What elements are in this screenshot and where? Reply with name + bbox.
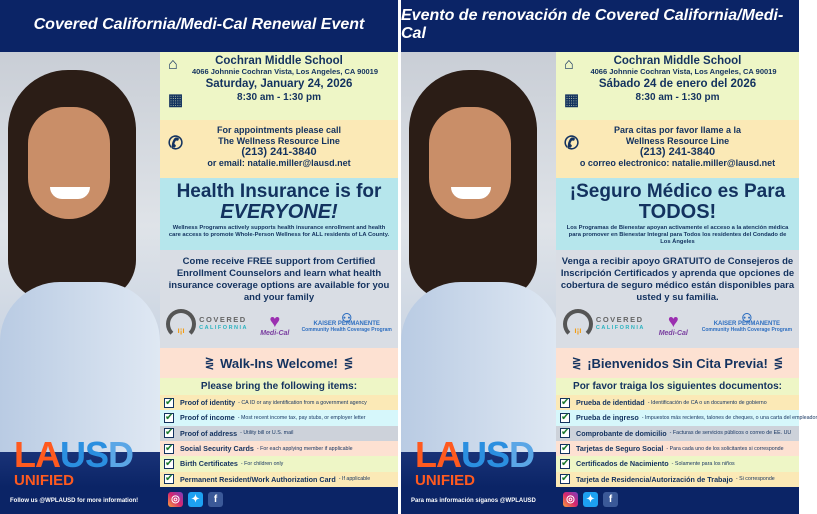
document-item: [160, 395, 398, 410]
checkbox-icon: ✔: [165, 427, 174, 439]
document-item: [160, 472, 398, 487]
social-links: [563, 492, 618, 507]
documents-list: [556, 395, 817, 487]
woman-photo: [0, 52, 160, 487]
document-item: [160, 441, 398, 456]
footer: [0, 487, 398, 514]
item-desc: - For each applying member if applicable: [256, 445, 353, 452]
appt-line: The Wellness Resource Line: [218, 136, 340, 146]
flyer-panel-es: [401, 0, 817, 514]
burst-icon: ⋚: [773, 357, 784, 370]
phone-icon: ✆: [168, 133, 184, 153]
headline: ¡Seguro Médico es Para: [569, 181, 786, 202]
twitter-icon[interactable]: ✦: [188, 492, 203, 507]
checkbox-icon: ✔: [165, 411, 174, 423]
facebook-icon[interactable]: f: [208, 492, 223, 507]
bring-heading: Please bring the following items:: [160, 378, 398, 395]
item-desc: - Facturas de servicios públicos o correo de EE. UU: [669, 430, 792, 437]
partner-logos: [160, 309, 398, 339]
woman-photo: [401, 52, 561, 487]
location-pin-icon: ⌂: [564, 56, 574, 73]
item-desc: - CA ID or any identification from a government agency: [238, 399, 367, 406]
lausd-logo: LAUSD UNIFIED: [415, 434, 535, 489]
document-item: [556, 472, 799, 487]
checkbox-icon: ✔: [165, 442, 174, 454]
item-name: Tarjeta de Residencia/Autorización de Trabajo: [576, 474, 733, 484]
item-desc: - Identificación de CA o un documento de gobierno: [647, 399, 767, 406]
event-date: Sábado 24 de enero del 2026: [598, 78, 757, 90]
document-item: [160, 456, 398, 471]
document-item: [556, 456, 799, 471]
item-desc: - Solamente para los niños: [671, 460, 735, 467]
instagram-icon[interactable]: ◎: [168, 492, 183, 507]
address: 4066 Johnnie Cochran Vista, Los Angeles, CA 90019: [590, 67, 777, 76]
item-desc: - If applicable: [338, 476, 371, 483]
appointment-section: [556, 120, 799, 178]
calendar-clock-icon: ▦: [564, 92, 580, 109]
phone-number: (213) 241-3840: [639, 146, 716, 158]
support-section: [556, 250, 799, 348]
burst-icon: ⋚: [343, 357, 354, 370]
checkbox-icon: ✔: [561, 427, 570, 439]
item-desc: - Most recent income tax, pay stubs, or employer letter: [237, 414, 366, 421]
walk-ins-text: ¡Bienvenidos Sin Cita Previa!: [587, 355, 768, 371]
document-item: [556, 410, 817, 425]
checkbox-icon: ✔: [561, 442, 570, 454]
headline-section: [160, 178, 398, 250]
support-text: Venga a recibir apoyo GRATUITO de Consejeros de Inscripción Certificados y aprenda que opciones de cobertura de seguro médico están disponibles para usted y su familia.: [560, 256, 795, 303]
headline-section: [556, 178, 799, 250]
checkbox-icon: ✔: [561, 396, 570, 408]
medi-cal-logo: ♥ Medi-Cal: [260, 310, 290, 337]
appt-line: Para citas por favor llame a la: [613, 125, 742, 135]
burst-icon: ⋛: [204, 357, 215, 370]
headline: Health Insurance is for: [176, 181, 382, 202]
item-name: Birth Certificates: [180, 459, 238, 469]
item-name: Comprobante de domicilio: [576, 428, 667, 438]
item-name: Social Security Cards: [180, 444, 254, 454]
document-item: [556, 395, 799, 410]
document-item: [556, 426, 799, 441]
item-name: Prueba de ingreso: [576, 413, 639, 423]
school-name: Cochran Middle School: [215, 55, 343, 67]
checkbox-icon: ✔: [561, 457, 570, 469]
item-desc: - Si corresponde: [735, 476, 775, 483]
support-text: Come receive FREE support from Certified Enrollment Counselors and learn what health insurance coverage options are available for you and your family: [168, 256, 390, 303]
walk-ins-text: Walk-Ins Welcome!: [220, 355, 338, 371]
checkbox-icon: ✔: [561, 473, 570, 485]
flyer-panel-en: [0, 0, 398, 514]
item-name: Proof of income: [180, 413, 235, 423]
item-desc: - Para cada uno de los solicitantes si corresponde: [666, 445, 784, 452]
event-title: Covered California/Medi-Cal Renewal Event: [0, 0, 398, 52]
partner-logos: [556, 309, 799, 339]
item-name: Permanent Resident/Work Authorization Card: [180, 474, 336, 484]
covered-california-logo: ı¡ı COVERED CALIFORNIA: [563, 309, 645, 339]
email: o correo electronico: natalie.miller@lausd.net: [579, 158, 776, 168]
event-title: Evento de renovación de Covered California/Medi-Cal: [401, 0, 799, 52]
checkbox-icon: ✔: [165, 473, 174, 485]
blurb: Wellness Programs actively supports health insurance enrollment and health care access to promote Whole-Person Wellness for ALL residents of LA County.: [168, 225, 390, 238]
instagram-icon[interactable]: ◎: [563, 492, 578, 507]
headline-emphasis: EVERYONE!: [220, 201, 338, 223]
item-name: Proof of identity: [180, 398, 236, 408]
document-item: [556, 441, 799, 456]
footer: [401, 487, 799, 514]
address: 4066 Johnnie Cochran Vista, Los Angeles, CA 90019: [191, 67, 379, 76]
item-name: Tarjetas de Seguro Social: [576, 444, 664, 454]
item-desc: - Utility bill or U.S. mail: [240, 430, 294, 437]
support-section: [160, 250, 398, 348]
kaiser-logo: ⚇ KAISER PERMANENTE Community Health Coverage Program: [701, 311, 793, 333]
facebook-icon[interactable]: f: [603, 492, 618, 507]
flyer-content: [556, 52, 817, 487]
phone-icon: ✆: [564, 133, 580, 153]
email: or email: natalie.miller@lausd.net: [207, 158, 351, 168]
location-section: [160, 52, 398, 120]
flyer-content: [160, 52, 398, 487]
covered-california-logo: ı¡ı COVERED CALIFORNIA: [166, 309, 248, 339]
checkbox-icon: ✔: [165, 396, 174, 408]
appointment-section: [160, 120, 398, 178]
burst-icon: ⋛: [571, 357, 582, 370]
checkbox-icon: ✔: [561, 411, 570, 423]
bring-heading: Por favor traiga los siguientes documentos:: [556, 378, 799, 395]
location-section: [556, 52, 799, 120]
blurb: Los Programas de Bienestar apoyan activamente el acceso a la atención médica para promover en Bienestar Integral para Todos los residentes del Condado de Los Ángeles: [566, 225, 789, 245]
item-name: Proof of address: [180, 428, 238, 438]
event-date: Saturday, January 24, 2026: [205, 78, 353, 90]
appt-line: Wellness Resource Line: [625, 136, 730, 146]
documents-list: [160, 395, 398, 487]
social-links: [168, 492, 223, 507]
event-time: 8:30 am - 1:30 pm: [635, 92, 720, 103]
lausd-logo: LAUSD UNIFIED: [14, 434, 134, 489]
event-time: 8:30 am - 1:30 pm: [237, 92, 321, 103]
medi-cal-logo: ♥ Medi-Cal: [658, 310, 688, 337]
document-item: [160, 426, 398, 441]
calendar-clock-icon: ▦: [168, 92, 184, 109]
kaiser-logo: ⚇ KAISER PERMANENTE Community Health Coverage Program: [301, 311, 392, 333]
walk-ins-banner: [160, 348, 398, 378]
twitter-icon[interactable]: ✦: [583, 492, 598, 507]
walk-ins-banner: [556, 348, 799, 378]
item-desc: - Impuestos más recientes, talones de cheques, o una carta del empleador: [641, 414, 817, 421]
phone-number: (213) 241-3840: [241, 146, 317, 158]
location-pin-icon: ⌂: [168, 56, 178, 73]
checkbox-icon: ✔: [165, 457, 174, 469]
footer-text: Follow us @WPLAUSD for more information!: [10, 497, 139, 504]
item-desc: - For children only: [240, 460, 284, 467]
school-name: Cochran Middle School: [613, 55, 742, 67]
headline-emphasis: TODOS!: [638, 201, 717, 223]
appt-line: For appointments please call: [216, 125, 342, 135]
item-name: Certificados de Nacimiento: [576, 459, 669, 469]
item-name: Prueba de identidad: [576, 398, 645, 408]
footer-text: Para mas información síganos @WPLAUSD: [411, 497, 536, 504]
document-item: [160, 410, 398, 425]
